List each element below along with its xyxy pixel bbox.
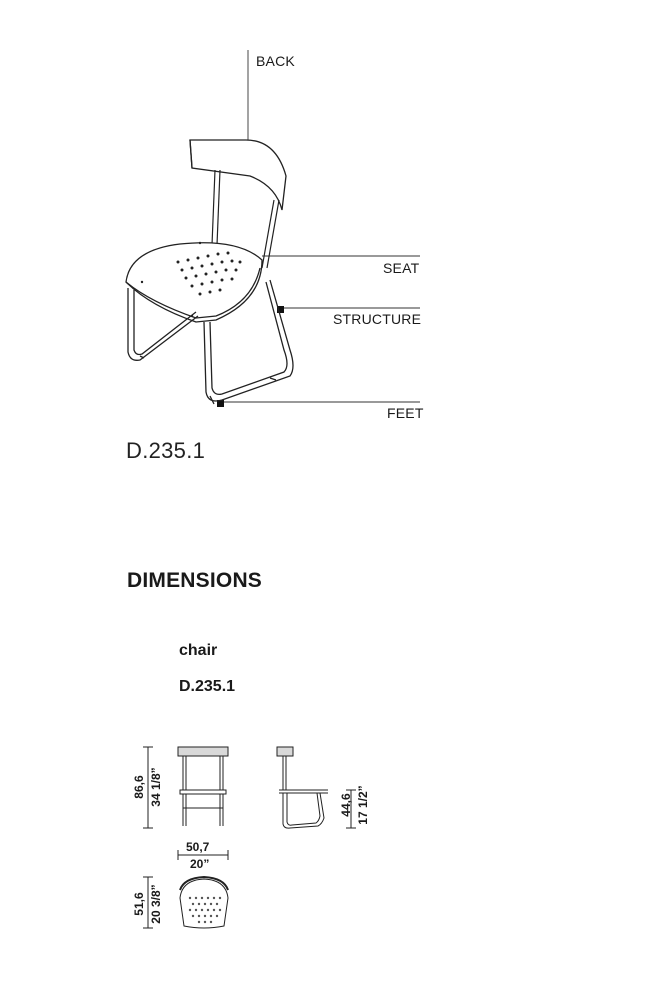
callout-back-label: BACK — [256, 53, 295, 69]
callout-seat-label: SEAT — [383, 260, 420, 276]
callout-structure-label: STRUCTURE — [333, 311, 422, 327]
width-cm-label: 50,7 — [186, 840, 210, 854]
product-name: chair — [179, 642, 218, 659]
height-cm-label: 86,6 — [132, 775, 146, 799]
model-code: D.235.1 — [126, 438, 206, 463]
callout-feet-label: FEET — [387, 405, 424, 421]
height-in-label: 34 1/8” — [149, 767, 163, 807]
seat-height-in-label: 17 1/2” — [356, 785, 370, 825]
seat-height-cm-label: 44,6 — [339, 793, 353, 817]
width-in-label: 20” — [190, 857, 210, 871]
depth-cm-label: 51,6 — [132, 892, 146, 916]
section-title: DIMENSIONS — [127, 569, 263, 592]
product-code: D.235.1 — [179, 678, 236, 695]
depth-in-label: 20 3/8” — [149, 884, 163, 924]
